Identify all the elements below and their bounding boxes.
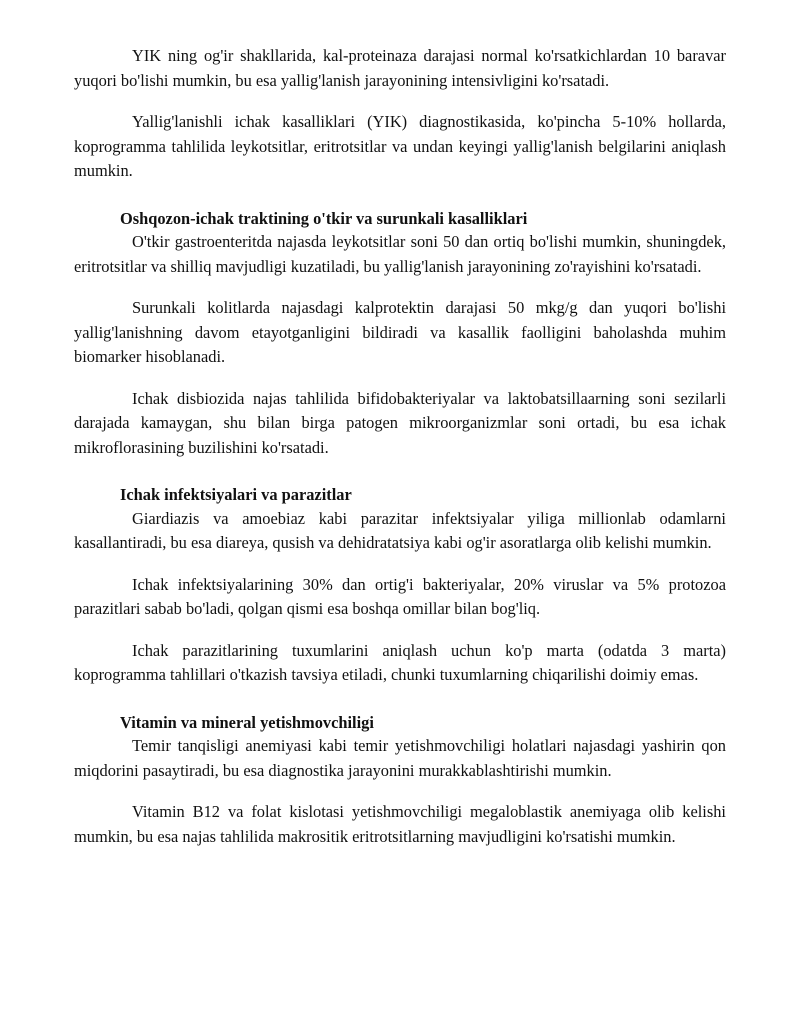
paragraph-dysbiosis: Ichak disbiozida najas tahlilida bifidobakteriyalar va laktobatsillaarning soni sezilarli darajada kamaygan, shu bilan birga patogen mikroorganizmlar soni ortadi, bu esa ichak mikroflorasining buzilishini ko'rsatadi. — [74, 388, 726, 457]
section-heading-deficiency: Vitamin va mineral yetishmovchiligi — [120, 712, 374, 732]
section-heading-gastrointestinal: Oshqozon-ichak traktining o'tkir va surunkali kasalliklari — [120, 208, 528, 228]
section-heading-infections: Ichak infektsiyalari va parazitlar — [120, 485, 352, 504]
paragraph-iron-deficiency: Temir tanqisligi anemiyasi kabi temir yetishmovchiligi holatlari najasdagi yashirin qon miqdorini pasaytiradi, bu esa diagnostika jarayonini murakkablashtirishi mumkin. — [74, 736, 726, 780]
paragraph-acute-gastroenteritis: O'tkir gastroenteritda najasda leykotsitlar soni 50 dan ortiq bo'lishi mumkin, shuningdek, eritrotsitlar va shilliq mavjudligi kuzatiladi, bu yallig'lanish jarayonining zo'rayishini ko'rsatadi. — [74, 232, 726, 276]
paragraph-chronic-colitis: Surunkali kolitlarda najasdagi kalprotektin darajasi 50 mkg/g dan yuqori bo'lishi yallig'lanishning davom etayotganligini bildiradi va kasallik faolligini baholashda muhim biomarker hisoblanadi. — [74, 298, 726, 366]
paragraph-yik-diagnostics: Yallig'lanishli ichak kasalliklari (YIK) diagnostikasida, ko'pincha 5-10% hollarda, koprogramma tahlilida leykotsitlar, eritrotsitlar va undan keyingi yallig'lanish belgilarini aniqlash mumkin. — [74, 112, 726, 180]
paragraph-b12-folate: Vitamin B12 va folat kislotasi yetishmovchiligi megaloblastik anemiyaga olib kelishi mumkin, bu esa najas tahlilida makrositik eritrotsitlarning mavjudligini ko'rsatishi mumkin. — [74, 802, 726, 846]
paragraph-yik-calprotectin: YIK ning og'ir shakllarida, kal-proteinaza darajasi normal ko'rsatkichlardan 10 baravar yuqori bo'lishi mumkin, bu esa yallig'lanish jarayonining intensivligini ko'rsatadi. — [74, 46, 726, 90]
paragraph-parasitic-infections: Giardiazis va amoebiaz kabi parazitar infektsiyalar yiliga millionlab odamlarni kasallantiradi, bu esa diareya, qusish va dehidratatsiya kabi og'ir asoratlarga olib kelishi mumkin. — [74, 508, 726, 552]
paragraph-parasite-eggs: Ichak parazitlarining tuxumlarini aniqlash uchun ko'p marta (odatda 3 marta) koprogramma tahlillari o'tkazish tavsiya etiladi, chunki tuxumlarning chiqarilishi doimiy emas. — [74, 640, 726, 684]
paragraph-infection-causes: Ichak infektsiyalarining 30% dan ortig'i bakteriyalar, 20% viruslar va 5% protozoa parazitlari sabab bo'ladi, qolgan qismi esa boshqa omillar bilan bog'liq. — [74, 574, 726, 618]
